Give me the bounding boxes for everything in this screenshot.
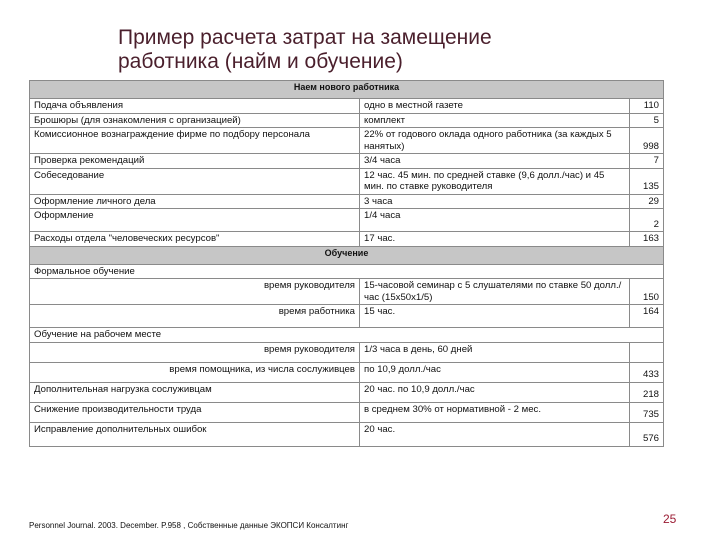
row-item: Дополнительная нагрузка сослуживцам <box>30 382 360 402</box>
row-detail: в среднем 30% от нормативной - 2 мес. <box>360 402 630 422</box>
page-number: 25 <box>663 512 677 526</box>
row-cost: 110 <box>630 99 664 114</box>
row-item: Собеседование <box>30 168 360 194</box>
section-header-row <box>30 81 664 99</box>
section-hire: Наем нового работника <box>30 81 664 99</box>
row-detail: 3/4 часа <box>360 154 630 169</box>
table-row <box>30 305 664 328</box>
table-row <box>30 168 664 194</box>
row-item: время руководителя <box>30 342 360 362</box>
table-row <box>30 154 664 169</box>
row-detail: 22% от годового оклада одного работника (за каждых 5 нанятых) <box>360 128 630 154</box>
row-cost: 29 <box>630 194 664 209</box>
row-detail: 3 часа <box>360 194 630 209</box>
row-item: Комиссионное вознаграждение фирме по подбору персонала <box>30 128 360 154</box>
table-row <box>30 128 664 154</box>
row-detail: 1/4 часа <box>360 209 630 232</box>
row-cost: 2 <box>630 209 664 232</box>
row-item: Расходы отдела "человеческих ресурсов" <box>30 232 360 247</box>
slide-title <box>118 26 678 74</box>
row-cost: 150 <box>630 279 664 305</box>
table-row <box>30 209 664 232</box>
row-cost: 163 <box>630 232 664 247</box>
row-item: Оформление <box>30 209 360 232</box>
table-row <box>30 194 664 209</box>
onjob-training-label: Обучение на рабочем месте <box>30 328 664 343</box>
row-cost: 7 <box>630 154 664 169</box>
row-cost: 218 <box>630 382 664 402</box>
row-item: время работника <box>30 305 360 328</box>
section-header-row <box>30 246 664 264</box>
row-cost: 164 <box>630 305 664 328</box>
row-detail: 12 час. 45 мин. по средней ставке (9,6 долл./час) и 45 мин. по ставке руководителя <box>360 168 630 194</box>
row-cost: 735 <box>630 402 664 422</box>
table-row <box>30 279 664 305</box>
row-detail: 17 час. <box>360 232 630 247</box>
row-cost: 998 <box>630 128 664 154</box>
row-cost: 576 <box>630 422 664 446</box>
row-item: Оформление личного дела <box>30 194 360 209</box>
row-item: время руководителя <box>30 279 360 305</box>
table-row <box>30 342 664 362</box>
cost-table <box>29 80 664 447</box>
table-row <box>30 362 664 382</box>
table-row <box>30 382 664 402</box>
row-item: Проверка рекомендаций <box>30 154 360 169</box>
row-detail: 20 час. по 10,9 долл./час <box>360 382 630 402</box>
table-row <box>30 232 664 247</box>
row-cost: 433 <box>630 362 664 382</box>
source-footnote: Personnel Journal. 2003. December. P.958 , Собственные данные ЭКОПСИ Консалтинг <box>29 521 349 530</box>
row-detail: по 10,9 долл./час <box>360 362 630 382</box>
table-row <box>30 99 664 114</box>
table-row <box>30 113 664 128</box>
subsection-row <box>30 264 664 279</box>
row-item: время помощника, из числа сослуживцев <box>30 362 360 382</box>
row-item: Исправление дополнительных ошибок <box>30 422 360 446</box>
table-row <box>30 422 664 446</box>
formal-training-label: Формальное обучение <box>30 264 664 279</box>
row-item: Снижение производительности труда <box>30 402 360 422</box>
row-detail: 15-часовой семинар с 5 слушателями по ставке 50 долл./час (15х50х1/5) <box>360 279 630 305</box>
subsection-row <box>30 328 664 343</box>
row-detail: 1/3 часа в день, 60 дней <box>360 342 630 362</box>
row-item: Брошюры (для ознакомления с организацией) <box>30 113 360 128</box>
slide-title-line2: работника (найм и обучение) <box>118 50 403 73</box>
slide-title-line1: Пример расчета затрат на замещение <box>118 26 492 49</box>
row-cost: 5 <box>630 113 664 128</box>
row-detail: комплект <box>360 113 630 128</box>
section-training: Обучение <box>30 246 664 264</box>
row-detail: 15 час. <box>360 305 630 328</box>
table-row <box>30 402 664 422</box>
row-cost <box>630 342 664 362</box>
row-detail: 20 час. <box>360 422 630 446</box>
row-detail: одно в местной газете <box>360 99 630 114</box>
row-item: Подача объявления <box>30 99 360 114</box>
row-cost: 135 <box>630 168 664 194</box>
